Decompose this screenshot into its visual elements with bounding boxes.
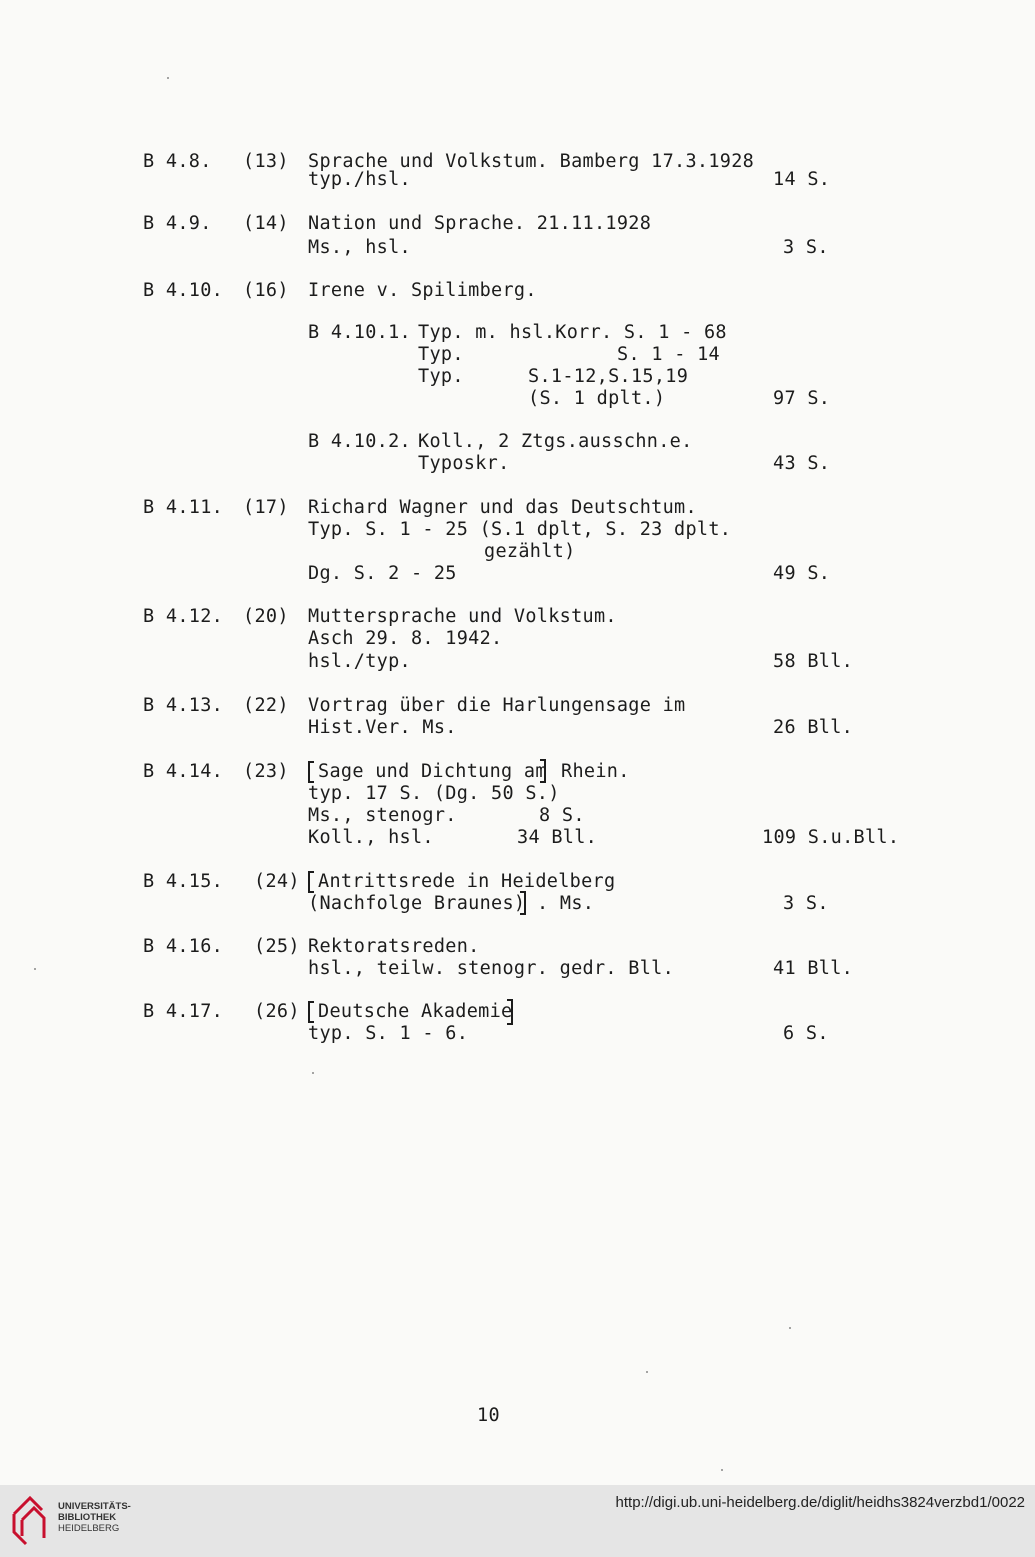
page-number: 10 [477, 1405, 500, 1426]
open-bracket-mark [306, 870, 316, 894]
close-bracket-mark [539, 758, 549, 784]
entry-line: Asch 29. 8. 1942. [308, 628, 503, 649]
paper-speck [312, 1072, 314, 1074]
entry-id: B 4.9. [143, 213, 212, 234]
entry-line: Typ. [418, 344, 464, 365]
entry-id: B 4.10. [143, 280, 224, 301]
entry-title: Vortrag über die Harlungensage im [308, 695, 686, 716]
close-bracket-mark [519, 890, 529, 916]
entry-line: Typoskr. [418, 453, 510, 474]
entry-id: B 4.14. [143, 761, 224, 782]
paper-speck [721, 1469, 723, 1471]
open-bracket-mark [306, 760, 316, 784]
entry-line: Ms., hsl. [308, 237, 411, 258]
entry-line: . Ms. [537, 893, 595, 914]
entry-extent: 109 S.u.Bll. [762, 827, 900, 848]
close-bracket-mark [506, 998, 516, 1026]
entry-line: hsl., teilw. stenogr. gedr. Bll. [308, 958, 675, 979]
entry-number: (22) [243, 695, 289, 716]
entry-number: (14) [243, 213, 289, 234]
entry-id: B 4.16. [143, 936, 224, 957]
library-logo-icon [10, 1492, 50, 1548]
entry-number: (23) [243, 761, 289, 782]
entry-line: S.1-12,S.15,19 [528, 366, 689, 387]
entry-extent: 3 S. [783, 893, 829, 914]
entry-line: (S. 1 dplt.) [528, 388, 666, 409]
entry-line: 8 S. [539, 805, 585, 826]
library-name-line: HEIDELBERG [58, 1523, 120, 1534]
entry-line: Koll., hsl. [308, 827, 434, 848]
entry-extent: 26 Bll. [773, 717, 854, 738]
entry-line: (Nachfolge Braunes) [308, 893, 526, 914]
entry-line: typ. 17 S. (Dg. 50 S.) [308, 783, 560, 804]
paper-speck [34, 968, 36, 970]
entry-extent: 3 S. [783, 237, 829, 258]
sub-entry-id: B 4.10.2. [308, 431, 411, 452]
entry-number: (13) [243, 151, 289, 172]
entry-title: Muttersprache und Volkstum. [308, 606, 617, 627]
paper-speck [646, 1371, 648, 1373]
library-name [58, 1501, 178, 1534]
library-name-line: BIBLIOTHEK [58, 1512, 117, 1523]
entry-id: B 4.11. [143, 497, 224, 518]
entry-id: B 4.17. [143, 1001, 224, 1022]
entry-title: Antrittsrede in Heidelberg [318, 871, 616, 892]
entry-id: B 4.12. [143, 606, 224, 627]
paper-speck [167, 77, 169, 79]
entry-title: Richard Wagner und das Deutschtum. [308, 497, 697, 518]
document-url-link[interactable]: http://digi.ub.uni-heidelberg.de/diglit/heidhs3824verzbd1/0022 [615, 1494, 1025, 1511]
entry-line: Hist.Ver. Ms. [308, 717, 457, 738]
entry-number: (20) [243, 606, 289, 627]
entry-line: Ms., stenogr. [308, 805, 457, 826]
entry-title: Deutsche Akademie [318, 1001, 513, 1022]
entry-title: Rektoratsreden. [308, 936, 480, 957]
library-name-line: UNIVERSITÄTS- [58, 1501, 131, 1512]
entry-number: (16) [243, 280, 289, 301]
entry-title: Sage und Dichtung am [318, 761, 547, 782]
paper-speck [789, 1327, 791, 1329]
entry-id: B 4.13. [143, 695, 224, 716]
entry-line: Koll., 2 Ztgs.ausschn.e. [418, 431, 693, 452]
entry-line: Dg. S. 2 - 25 [308, 563, 457, 584]
entry-line: typ./hsl. [308, 169, 411, 190]
entry-id: B 4.8. [143, 151, 212, 172]
entry-title: Sprache und Volkstum. Bamberg 17.3.1928 [308, 151, 755, 172]
entry-extent: 14 S. [773, 169, 831, 190]
entry-extent: 58 Bll. [773, 651, 854, 672]
entry-line: typ. S. 1 - 6. [308, 1023, 469, 1044]
entry-line: gezählt) [484, 541, 576, 562]
entry-number: (24) [254, 871, 300, 892]
entry-line: 34 Bll. [517, 827, 598, 848]
entry-line: Rhein. [561, 761, 630, 782]
entry-line: Typ. S. 1 - 25 (S.1 dplt, S. 23 dplt. [308, 519, 732, 540]
entry-title: Irene v. Spilimberg. [308, 280, 537, 301]
entry-id: B 4.15. [143, 871, 224, 892]
entry-extent: 97 S. [773, 388, 831, 409]
entry-number: (26) [254, 1001, 300, 1022]
entry-extent: 41 Bll. [773, 958, 854, 979]
entry-line: S. 1 - 14 [617, 344, 720, 365]
entry-extent: 49 S. [773, 563, 831, 584]
sub-entry-id: B 4.10.1. [308, 322, 411, 343]
open-bracket-mark [306, 1000, 316, 1024]
entry-number: (25) [254, 936, 300, 957]
entry-title: Nation und Sprache. 21.11.1928 [308, 213, 652, 234]
entry-extent: 43 S. [773, 453, 831, 474]
entry-line: Typ. [418, 366, 464, 387]
entry-line: Typ. m. hsl.Korr. S. 1 - 68 [418, 322, 727, 343]
entry-number: (17) [243, 497, 289, 518]
entry-extent: 6 S. [783, 1023, 829, 1044]
entry-line: hsl./typ. [308, 651, 411, 672]
